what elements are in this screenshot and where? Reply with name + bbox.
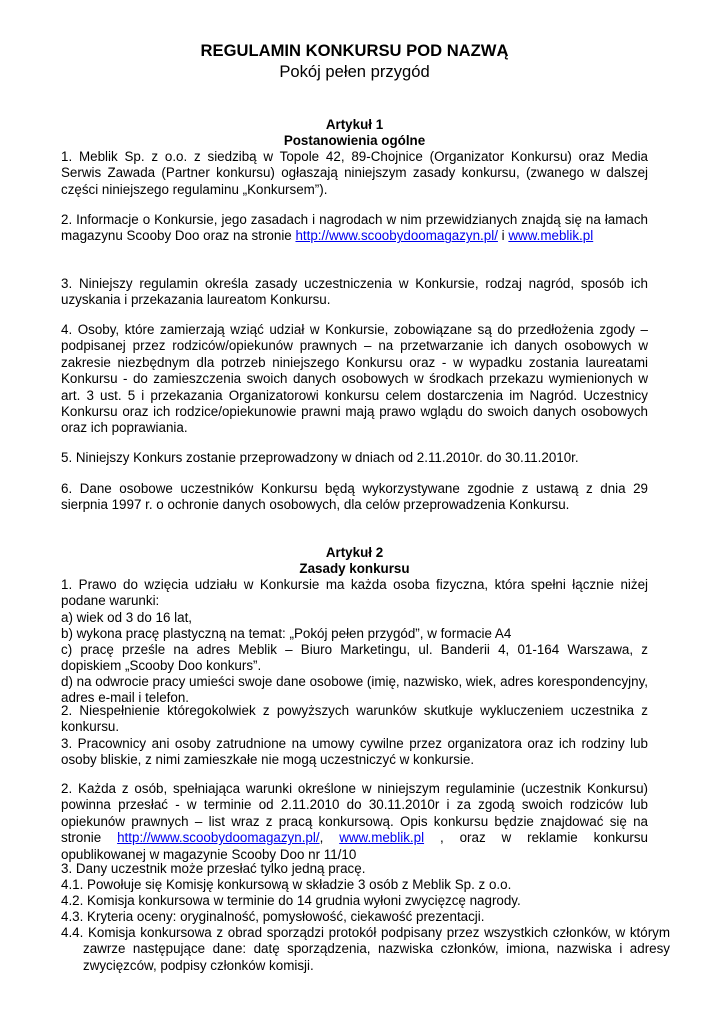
- article-2-point-2: 2. Niespełnienie któregokolwiek z powyższych warunków skutkuje wykluczeniem uczestnika z konkursu.: [61, 703, 648, 735]
- conjunction-text: i: [497, 228, 509, 244]
- article-2-paragraph-2: [61, 781, 648, 863]
- article-1-subheading: Postanowienia ogólne: [283, 133, 426, 148]
- article-1-paragraph-6: 6. Dane osobowe uczestników Konkursu będą wykorzystywane zgodnie z ustawą z dnia 29 sierpnia 1997 r. o ochronie danych osobowych, dla celów przeprowadzenia Konkursu.: [61, 481, 648, 513]
- separator-text: ,: [319, 830, 340, 846]
- article-1-paragraph-1: 1. Meblik Sp. z o.o. z siedzibą w Topole 42, 89-Chojnice (Organizator Konkursu) oraz Media Serwis Zawada (Partner konkursu) ogłaszają niniejszym zasady konkursu, (zwanego w dalszej części niniejszego regulaminu „Konkursem”).: [61, 149, 648, 197]
- article-1-heading: Artykuł 1: [325, 117, 384, 132]
- meblik-link[interactable]: www.meblik.pl: [508, 228, 594, 244]
- condition-d: d) na odwrocie pracy umieści swoje dane osobowe (imię, nazwisko, wiek, adres korespondencyjny, adres e-mail i telefon.: [61, 674, 648, 706]
- condition-a: a) wiek od 3 do 16 lat,: [61, 610, 193, 625]
- article-2-paragraph-2-tail: , oraz w reklamie konkursu opublikowanej w magazynie Scooby Doo nr 11/10: [61, 830, 648, 862]
- article-1-paragraph-2: [61, 212, 648, 245]
- document-subtitle: Pokój pełen przygód: [279, 62, 430, 81]
- article-2-point-3: 3. Pracownicy ani osoby zatrudnione na umowy cywilne przez organizatora oraz ich rodziny lub osoby bliskie, z nimi zamieszkałe nie mogą uczestniczyć w konkursie.: [61, 736, 648, 768]
- article-2-point-4-1: 4.1. Powołuje się Komisję konkursową w składzie 3 osób z Meblik Sp. z o.o.: [61, 877, 512, 892]
- article-2-point-4-3: 4.3. Kryteria oceny: oryginalność, pomysłowość, ciekawość prezentacji.: [61, 909, 485, 924]
- article-2-point-4-2: 4.2. Komisja konkursowa w terminie do 14 grudnia wyłoni zwycięzcę nagrody.: [61, 893, 521, 908]
- article-2-paragraph-3: 3. Dany uczestnik może przesłać tylko jedną pracę.: [61, 861, 366, 876]
- meblik-link-2[interactable]: www.meblik.pl: [339, 830, 425, 846]
- scoobydoo-magazine-link-2[interactable]: http://www.scoobydoomagazyn.pl/: [117, 830, 320, 846]
- article-1-paragraph-2-text: 2. Informacje o Konkursie, jego zasadach i nagrodach w nim przewidzianych znajdą się na łamach magazynu Scooby Doo oraz na stronie: [61, 212, 648, 244]
- condition-b: b) wykona pracę plastyczną na temat: „Pokój pełen przygód”, w formacie A4: [61, 626, 512, 641]
- document-title: REGULAMIN KONKURSU POD NAZWĄ: [200, 41, 509, 60]
- article-1-paragraph-3: 3. Niniejszy regulamin określa zasady uczestniczenia w Konkursie, rodzaj nagród, sposób ich uzyskania i przekazania laureatom Konkursu.: [61, 276, 648, 308]
- scoobydoo-magazine-link[interactable]: http://www.scoobydoomagazyn.pl/: [295, 228, 498, 244]
- condition-c: c) pracę prześle na adres Meblik – Biuro Marketingu, ul. Banderii 4, 01-164 Warszawa, z dopiskiem „Scooby Doo konkurs”.: [61, 642, 648, 674]
- article-2-paragraph-2-text: 2. Każda z osób, spełniająca warunki określone w niniejszym regulaminie (uczestnik Konkursu) powinna przesłać - w terminie od 2.11.2010 do 30.11.2010r i za zgodą swoich rodziców lub opiekunów prawnych – list wraz z pracą konkursową. Opis konkursu będzie znajdować się na stronie: [61, 781, 648, 846]
- article-2-heading: Artykuł 2: [325, 545, 384, 560]
- article-2-paragraph-1: 1. Prawo do wzięcia udziału w Konkursie ma każda osoba fizyczna, która spełni łącznie niżej podane warunki:: [61, 577, 648, 609]
- article-1-paragraph-4: 4. Osoby, które zamierzają wziąć udział w Konkursie, zobowiązane są do przedłożenia zgody – podpisanej przez rodziców/opiekunów prawnych – na przetwarzanie ich danych osobowych w zakresie niezbędnym dla potrzeb niniejszego Konkursu oraz - w wypadku zostania laureatami Konkursu - do zamieszczenia swoich danych osobowych w środkach przekazu wymienionych w art. 3 ust. 5 i przekazania Organizatorowi konkursu celem dostarczenia im Nagród. Uczestnicy Konkursu oraz ich rodzice/opiekunowie prawni mają prawo wglądu do swoich danych osobowych oraz ich poprawiania.: [61, 322, 648, 436]
- article-1-paragraph-5: 5. Niniejszy Konkurs zostanie przeprowadzony w dniach od 2.11.2010r. do 30.11.2010r.: [61, 450, 579, 465]
- article-2-point-4-4: 4.4. Komisja konkursowa z obrad sporządzi protokół podpisany przez wszystkich członków, w którym zawrze następujące dane: datę sporządzenia, nazwiska członków, imiona, nazwiska i adresy zwycięzców, podpisy członków komisji.: [61, 925, 670, 973]
- article-2-subheading: Zasady konkursu: [299, 561, 410, 576]
